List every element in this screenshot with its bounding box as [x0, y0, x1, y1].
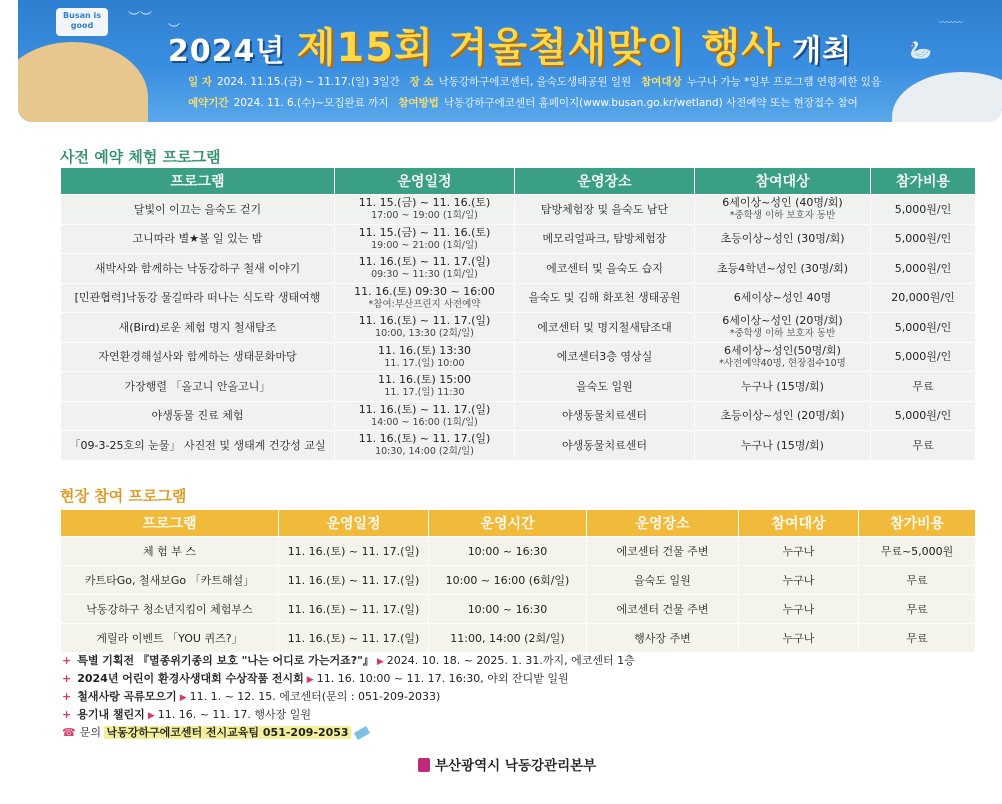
- table-row: [61, 254, 976, 284]
- fee-cell: 5,000원/인: [871, 342, 976, 372]
- time-cell: 10:00 ~ 16:30: [429, 537, 587, 566]
- target-cell: 누구나: [739, 566, 859, 595]
- table-row: [61, 313, 976, 343]
- column-header: 운영일정: [279, 510, 429, 537]
- table-row: [61, 537, 976, 566]
- fee-cell: 5,000원/인: [871, 224, 976, 254]
- table-row: [61, 342, 976, 372]
- fee-cell: 5,000원/인: [871, 195, 976, 225]
- place-cell: 을숙도 및 김해 화포천 생태공원: [515, 283, 695, 313]
- program-cell: 달빛이 이끄는 을숙도 걷기: [61, 195, 335, 225]
- schedule-sub: 09:30 ~ 11:30 (1회/일): [371, 269, 478, 281]
- schedule-cell: 11. 16.(토) ~ 11. 17.(일): [279, 595, 429, 624]
- fee-cell: 무료~5,000원: [859, 537, 976, 566]
- target-cell: 누구나: [739, 624, 859, 653]
- program-cell: 낙동강하구 청소년지킴이 체험부스: [61, 595, 279, 624]
- swan-icon: 🦢: [909, 40, 932, 61]
- bird-icon: ︶: [168, 22, 181, 36]
- schedule-cell: [335, 283, 515, 313]
- info-value: 2024. 11.15.(금) ~ 11.17.(일) 3일간: [216, 76, 400, 88]
- schedule-sub: 11. 17.(일) 11:30: [384, 387, 465, 399]
- schedule-text: 11. 16.(토) 15:00: [378, 373, 471, 387]
- schedule-text: 11. 15.(금) ~ 11. 16.(토): [358, 196, 491, 210]
- arrow-icon: ▶: [306, 675, 314, 685]
- fee-cell: 무료: [871, 372, 976, 402]
- target-cell: [695, 401, 871, 431]
- schedule-text: 11. 16.(토) 13:30: [378, 343, 471, 357]
- target-cell: [695, 254, 871, 284]
- arrow-icon: ▶: [147, 711, 155, 721]
- schedule-sub: 11. 17.(일) 10:00: [384, 357, 465, 369]
- schedule-cell: [335, 313, 515, 343]
- info-value: 낙동강하구에코센터 홈페이지(www.busan.go.kr/wetland) 사전예약 또는 현장접수 참여: [443, 97, 858, 109]
- target-text: 초등4학년~성인 (30명/회): [716, 261, 848, 275]
- onsite-program-title: 현장 참여 프로그램: [60, 487, 187, 505]
- target-cell: [695, 372, 871, 402]
- note-item: [62, 670, 635, 688]
- table-row: [61, 372, 976, 402]
- table-row: [61, 224, 976, 254]
- note-title: 용기내 챌린지: [77, 708, 145, 721]
- schedule-cell: [335, 431, 515, 461]
- column-header: 운영일정: [335, 168, 515, 195]
- schedule-sub: 10:30, 14:00 (2회/일): [375, 446, 474, 458]
- info-key: 일 자: [188, 76, 212, 88]
- program-cell: 게릴라 이벤트 「YOU 퀴즈?」: [61, 624, 279, 653]
- fee-cell: 5,000원/인: [871, 313, 976, 343]
- schedule-sub: 14:00 ~ 16:00 (1회/일): [371, 416, 478, 428]
- note-item: [62, 706, 635, 724]
- busan-logo: Busan is good: [56, 8, 108, 36]
- target-sub: *중학생 이하 보호자 동반: [729, 328, 836, 340]
- info-key: 참여방법: [398, 97, 439, 109]
- program-cell: 「09-3-25호의 눈물」 사진전 및 생태계 건강성 교실: [61, 431, 335, 461]
- column-header: 운영장소: [515, 168, 695, 195]
- note-title: 특별 기획전 『멸종위기종의 보호 "나는 어디로 가는거죠?"』: [77, 654, 374, 667]
- info-value: 누구나 가능 *일부 프로그램 연령제한 있음: [686, 76, 882, 88]
- program-cell: 고니따라 별★볼 일 있는 밤: [61, 224, 335, 254]
- arrow-icon: ▶: [376, 657, 384, 667]
- schedule-text: 11. 16.(토) 09:30 ~ 16:00: [354, 284, 495, 298]
- schedule-cell: 11. 16.(토) ~ 11. 17.(일): [279, 566, 429, 595]
- info-key: 장 소: [409, 76, 434, 88]
- schedule-sub: 19:00 ~ 21:00 (1회/일): [371, 239, 478, 251]
- place-cell: 에코센터 건물 주변: [587, 595, 739, 624]
- reservation-program-table: [60, 167, 976, 461]
- schedule-cell: [335, 372, 515, 402]
- reservation-program-title: 사전 예약 체험 프로그램: [60, 148, 221, 166]
- info-key: 참여대상: [641, 76, 682, 88]
- column-header: 운영장소: [587, 510, 739, 537]
- target-cell: [695, 431, 871, 461]
- program-cell: 가장행렬 「올고니 안올고니」: [61, 372, 335, 402]
- target-cell: [695, 283, 871, 313]
- note-title: 2024년 어린이 환경사생대회 수상작품 전시회: [77, 672, 304, 685]
- schedule-text: 11. 16.(토) ~ 11. 17.(일): [358, 314, 491, 328]
- table-row: [61, 624, 976, 653]
- column-header: 참여대상: [695, 168, 871, 195]
- schedule-cell: [335, 401, 515, 431]
- schedule-text: 11. 15.(금) ~ 11. 16.(토): [358, 225, 491, 239]
- target-text: 6세이상~성인 (20명/회): [722, 314, 843, 328]
- program-cell: 자연환경해설사와 함께하는 생태문화마당: [61, 342, 335, 372]
- contact-value: 낙동강하구에코센터 전시교육팀 051-209-2053: [106, 726, 349, 739]
- target-text: 누구나 (15명/회): [741, 379, 824, 393]
- target-text: 초등이상~성인 (20명/회): [720, 409, 845, 423]
- event-notes: [62, 652, 635, 742]
- place-cell: 야생동물치료센터: [515, 431, 695, 461]
- time-cell: 10:00 ~ 16:30: [429, 595, 587, 624]
- place-cell: 에코센터 건물 주변: [587, 537, 739, 566]
- org-logo-icon: [418, 758, 430, 772]
- highlighter-icon: [354, 726, 370, 740]
- place-cell: 행사장 주변: [587, 624, 739, 653]
- ecocenter-logo: 〰〰〰: [939, 18, 963, 27]
- place-cell: 에코센터 및 을숙도 습지: [515, 254, 695, 284]
- schedule-sub: *참여:부산프린지 사전예약: [368, 298, 481, 310]
- program-cell: 새(Bird)로운 체험 명지 철새탐조: [61, 313, 335, 343]
- plus-icon: +: [62, 708, 72, 721]
- note-detail: 11. 16. ~ 11. 17. 행사장 일원: [157, 708, 312, 721]
- target-cell: [695, 342, 871, 372]
- footer-organization: [418, 754, 596, 774]
- program-cell: [민관협력]낙동강 물길따라 떠나는 식도락 생태여행: [61, 283, 335, 313]
- target-cell: [695, 313, 871, 343]
- program-cell: 야생동물 진료 체험: [61, 401, 335, 431]
- target-text: 6세이상~성인 40명: [733, 291, 832, 305]
- schedule-sub: 10:00, 13:30 (2회/일): [375, 328, 474, 340]
- fee-cell: 무료: [871, 431, 976, 461]
- time-cell: 10:00 ~ 16:00 (6회/일): [429, 566, 587, 595]
- info-key: 예약기간: [188, 97, 229, 109]
- place-cell: 을숙도 일원: [587, 566, 739, 595]
- target-text: 초등이상~성인 (30명/회): [720, 232, 845, 246]
- table-row: [61, 195, 976, 225]
- footer-org-name: 부산광역시 낙동강관리본부: [435, 758, 597, 774]
- fee-cell: 무료: [859, 595, 976, 624]
- place-cell: 에코센터3층 영상실: [515, 342, 695, 372]
- column-header: 프로그램: [61, 168, 335, 195]
- program-cell: 카트타Go, 철새보Go 「카트해설」: [61, 566, 279, 595]
- shore-illustration: [892, 72, 1002, 122]
- place-cell: 야생동물치료센터: [515, 401, 695, 431]
- contact-label: 문의: [79, 726, 101, 739]
- column-header: 운영시간: [429, 510, 587, 537]
- schedule-cell: [335, 342, 515, 372]
- target-text: 6세이상~성인(50명/회): [724, 343, 841, 357]
- bird-icon: ︶︶: [128, 10, 153, 24]
- schedule-cell: [335, 224, 515, 254]
- note-detail: 2024. 10. 18. ~ 2025. 1. 31.까지, 에코센터 1층: [386, 654, 635, 667]
- column-header: 프로그램: [61, 510, 279, 537]
- fee-cell: 20,000원/인: [871, 283, 976, 313]
- place-cell: 탐방체험장 및 을숙도 남단: [515, 195, 695, 225]
- table-row: [61, 401, 976, 431]
- target-cell: [695, 195, 871, 225]
- schedule-cell: [335, 254, 515, 284]
- schedule-sub: 17:00 ~ 19:00 (1회/일): [371, 210, 478, 222]
- note-title: 철새사랑 곡류모으기: [77, 690, 177, 703]
- column-header: 참여대상: [739, 510, 859, 537]
- fee-cell: 5,000원/인: [871, 401, 976, 431]
- target-text: 누구나 (15명/회): [741, 438, 824, 452]
- plus-icon: +: [62, 672, 72, 685]
- target-cell: 누구나: [739, 537, 859, 566]
- note-detail: 11. 16. 10:00 ~ 11. 17. 16:30, 야외 잔디밭 일원: [316, 672, 569, 685]
- table-row: [61, 283, 976, 313]
- plus-icon: +: [62, 654, 72, 667]
- column-header: 참가비용: [859, 510, 976, 537]
- place-cell: 메모리얼파크, 탐방체험장: [515, 224, 695, 254]
- place-cell: 에코센터 및 명지철새탐조대: [515, 313, 695, 343]
- column-header: 참가비용: [871, 168, 976, 195]
- event-info-line-2: [188, 95, 892, 110]
- table-row: [61, 431, 976, 461]
- schedule-cell: 11. 16.(토) ~ 11. 17.(일): [279, 537, 429, 566]
- place-cell: 을숙도 일원: [515, 372, 695, 402]
- info-value: 낙동강하구에코센터, 을숙도생태공원 일원: [438, 76, 632, 88]
- event-title: 2024년 제15회 겨울철새맞이 행사 개최: [167, 25, 853, 71]
- schedule-cell: 11. 16.(토) ~ 11. 17.(일): [279, 624, 429, 653]
- plus-icon: +: [62, 690, 72, 703]
- program-cell: 체 험 부 스: [61, 537, 279, 566]
- fee-cell: 5,000원/인: [871, 254, 976, 284]
- target-cell: [695, 224, 871, 254]
- schedule-text: 11. 16.(토) ~ 11. 17.(일): [358, 432, 491, 446]
- table-row: [61, 595, 976, 624]
- fee-cell: 무료: [859, 566, 976, 595]
- table-row: [61, 566, 976, 595]
- contact-line: [62, 724, 635, 742]
- schedule-text: 11. 16.(토) ~ 11. 17.(일): [358, 402, 491, 416]
- target-cell: 누구나: [739, 595, 859, 624]
- program-cell: 새박사와 함께하는 낙동강하구 철새 이야기: [61, 254, 335, 284]
- note-item: [62, 688, 635, 706]
- arrow-icon: ▶: [179, 693, 187, 703]
- note-item: [62, 652, 635, 670]
- target-text: 6세이상~성인 (40명/회): [722, 196, 843, 210]
- phone-icon: ☎: [62, 726, 76, 739]
- note-detail: 11. 1. ~ 12. 15. 에코센터(문의 : 051-209-2033): [189, 690, 441, 703]
- fee-cell: 무료: [859, 624, 976, 653]
- schedule-cell: [335, 195, 515, 225]
- onsite-program-table: [60, 509, 976, 653]
- target-sub: *사전예약40명, 현장접수10명: [719, 357, 846, 369]
- info-value: 2024. 11. 6.(수)~모집완료 까지: [233, 97, 389, 109]
- event-banner: [18, 0, 1002, 122]
- target-sub: *중학생 이하 보호자 동반: [729, 210, 836, 222]
- schedule-text: 11. 16.(토) ~ 11. 17.(일): [358, 255, 491, 269]
- time-cell: 11:00, 14:00 (2회/일): [429, 624, 587, 653]
- event-info-line-1: [188, 74, 892, 89]
